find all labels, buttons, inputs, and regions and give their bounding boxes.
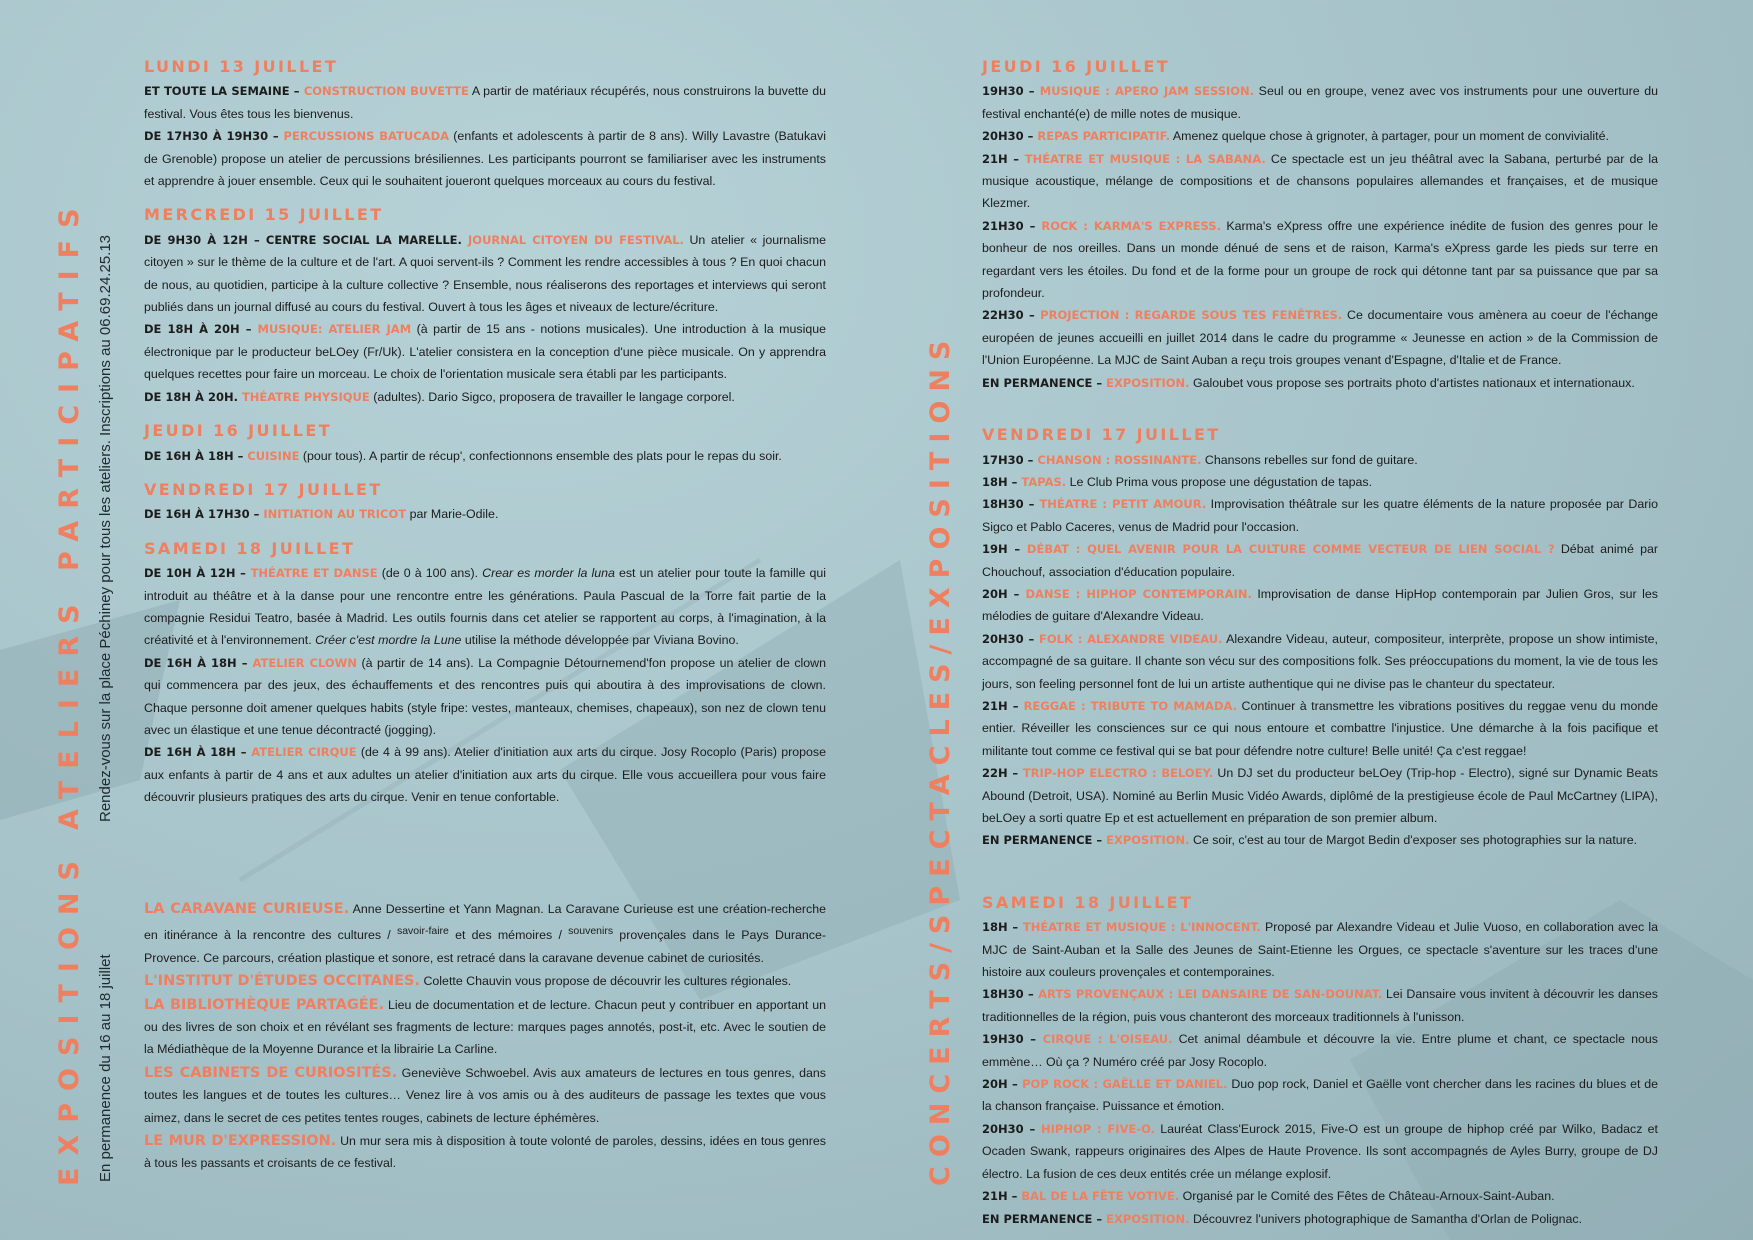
- entry-title: THÉATRE ET MUSIQUE : LA SABANA.: [1024, 151, 1266, 166]
- entry-text: Débat animé par Chouchouf, association d'éducation populaire.: [982, 542, 1658, 579]
- entry: [982, 983, 1658, 1028]
- entry: [982, 1118, 1658, 1185]
- entry-title: HIPHOP : FIVE-O.: [1041, 1121, 1155, 1136]
- entry-text: Ce documentaire vous amènera au coeur de l'échange européen de jeunes accueilli en juillet 2014 dans le cadre du programme « Jeunesse en action » de la Commission de l'Union Européenne. La MJC de Saint Auban a reçu trois groupes venant d'Espagne, d'Italie et de France.: [982, 308, 1658, 368]
- entry-text: Seul ou en groupe, venez avec vos instruments pour une ouverture du festival enchanté(e) de mille notes de musique.: [982, 84, 1659, 121]
- entry-text: Un DJ set du producteur beLOey (Trip-hop - Electro), signé sur Dynamic Beats Abound (Detroit, USA). Nominé au Berlin Music Vidéo Awards, diplômé de la prestigieuse école de Paul McCartney (LIPA), beLOey a sorti quatre Ep et est actuellement en préparation de son premier album.: [982, 766, 1658, 825]
- entry: [982, 148, 1658, 215]
- entry-title: ATELIER CLOWN: [252, 655, 357, 670]
- entry-time: 21H –: [982, 151, 1025, 166]
- day-heading: LUNDI 13 JUILLET: [144, 57, 339, 76]
- entry-text: Cet animal déambule et découvre la vie. Entre plume et chant, ce spectacle nous emmène… Où ça ? Numéro créé par Josy Rocoplo.: [982, 1032, 1658, 1069]
- entry-text: Lei Dansaire vous invitent à découvrir les danses traditionnelles de la région, puis vous chanteront des morceaux traditionnels à l'unisson.: [982, 987, 1658, 1024]
- entry-text: Crear es morder la luna: [482, 566, 615, 581]
- day-heading: SAMEDI 18 JUILLET: [982, 892, 1194, 912]
- ateliers-title: ATELIERS PARTICIPATIFS: [54, 196, 85, 830]
- entry: [144, 80, 826, 125]
- entry: [982, 762, 1658, 829]
- entry-time: 20H –: [982, 1077, 1023, 1092]
- entry-title: MUSIQUE : APERO JAM SESSION.: [1039, 84, 1255, 99]
- entry-text: est un atelier pour toute la famille qui introduit au théâtre et à la danse pour une rencontre entre les générations. Paula Pascual de la Torre fait partie de la compagnie Residui Teatro, basée à Madrid. Les outils fournis dans cet atelier se rapportent au corps, à l'imagination, à la créativité et à l'environnement.: [144, 566, 826, 648]
- expositions-title: EXPOSITIONS: [54, 849, 85, 1186]
- entry: [982, 125, 1658, 147]
- entry-time: ET TOUTE LA SEMAINE –: [144, 84, 304, 99]
- entry-time: 22H30 –: [982, 308, 1041, 323]
- entry-text: (enfants et adolescents à partir de 8 ans). Willy Lavastre (Batukavi de Grenoble) propose un atelier de percussions brésiliennes. Les participants pourront se familiariser avec les instruments et apprendre à jouer ensemble. Ceux qui le souhaitent joueront quelques morceaux au cours du festival.: [144, 129, 826, 189]
- entry-text: Alexandre Videau, auteur, compositeur, interprète, propose un show intimiste, accompagné de sa guitare. Il chante son vécu sur des compositions folk. Ses préoccupations du moment, la vie de tous les jours, son feeling personnel font de lui un artiste authentique qui ne divise pas le chanteur du spectateur.: [982, 631, 1658, 691]
- entry-text: Karma's eXpress offre une expérience inédite de fusion des genres pour le bonheur de nos oreilles. Dans un monde dénué de sens et de raison, Karma's eXpress garde les pieds sur terre en regardant vers les étoiles. Du fond et de la forme pour un groupe de rock qui détonne tant par sa puissance que par sa profondeur.: [982, 218, 1659, 301]
- entry-time: 20H30 –: [982, 129, 1038, 144]
- entry-text: Proposé par Alexandre Videau et Julie Vuoso, en collaboration avec la MJC de Saint-Auban et la Salle des Jeunes de Saint-Etienne les Orgues, ce spectacle s'aventure sur les traces d'une histoire aux couleurs provençales et contemporaines.: [982, 920, 1658, 980]
- entry-title: THÉATRE ET DANSE: [250, 566, 378, 581]
- entry-time: 21H –: [982, 1189, 1022, 1204]
- entry-text: Découvrez l'univers photographique de Samantha d'Orlan de Polignac.: [1189, 1211, 1583, 1226]
- entry: [982, 471, 1658, 493]
- day-heading: JEUDI 16 JUILLET: [144, 421, 333, 441]
- entry-title: THÉATRE : PETIT AMOUR.: [1039, 497, 1207, 512]
- entry-text: provençales dans le Pays Durance-Provence. Ce parcours, création plastique et sonore, est retracé dans la caravane devenue cabinet de curiosités.: [144, 928, 827, 965]
- entry: [982, 695, 1658, 762]
- entry-time: 18H –: [982, 474, 1022, 489]
- exposition-item: [144, 1130, 826, 1175]
- entry-time: DE 10H À 12H –: [144, 566, 251, 581]
- entry-text: (à partir de 15 ans - notions musicales). Une introduction à la musique électronique par le producteur beLOey (Fr/Uk). L'atelier consistera en la conception d'une pièce musicale. On y apprendra quelques recettes pour faire un morceau. Le choix de l'orientation musicale sera établi par les participants.: [144, 322, 827, 382]
- entry-text: Créer c'est mordre la Lune: [315, 633, 462, 648]
- entry-title: PROJECTION : REGARDE SOUS TES FENÊTRES.: [1040, 308, 1343, 323]
- expositions-column: [144, 898, 826, 1176]
- entry-time: DE 9H30 À 12H – CENTRE SOCIAL LA MARELLE.: [144, 232, 469, 247]
- entry-text: Geneviève Schwoebel. Avis aux amateurs de lectures en tous genres, dans toutes les langues et de toutes les cultures… Venez lire à vos amis ou à des auditeurs de passage les textes que vous aimez, dans le secret de ces petites tentes rouges, cabinets de lecture éphémères.: [144, 1065, 827, 1125]
- entry-title: CHANSON : ROSSINANTE.: [1037, 452, 1202, 467]
- entry: [144, 386, 826, 408]
- entry-time: EN PERMANENCE –: [982, 375, 1107, 390]
- entry: [982, 80, 1658, 125]
- entry: [144, 741, 826, 808]
- entry-text: Amenez quelque chose à grignoter, à partager, pour un moment de convivialité.: [1170, 129, 1609, 144]
- entry-text: Un atelier « journalisme citoyen » sur le thème de la culture et de l'art. A quoi servent-ils ? Comment les rendre accessibles à tous ? En quoi chacun de nous, au quotidien, participe à la culture collective ? Ensemble, nous réaliserons des reportages et interviews qui seront publiés dans un journal diffusé au cours du festival. Ouvert à tous les âges et niveaux de lecture/écriture.: [144, 232, 826, 315]
- entry: [982, 449, 1658, 471]
- entry-title: ARTS PROVENÇAUX : LEI DANSAIRE DE SAN-DOUNAT.: [1038, 987, 1383, 1002]
- entry-time: DE 16H À 18H –: [144, 655, 253, 670]
- entry-time: 20H30 –: [982, 1121, 1042, 1136]
- entry-time: 18H30 –: [982, 497, 1040, 512]
- entry-text: Ce spectacle est un jeu théâtral avec la Sabana, perturbé par de la musique acoustique, mélange de compositions et de chansons populaires allemandes et françaises, et de musique Klezmer.: [982, 151, 1659, 211]
- entry-text: Le Club Prima vous propose une dégustation de tapas.: [1066, 474, 1373, 489]
- entry: [982, 538, 1658, 583]
- day-heading: MERCREDI 15 JUILLET: [144, 205, 384, 225]
- entry-title: REGGAE : TRIBUTE TO MAMADA.: [1023, 698, 1237, 713]
- ateliers-column: [144, 56, 826, 809]
- entry-text: et des mémoires /: [448, 928, 569, 943]
- entry-title: FOLK : ALEXANDRE VIDEAU.: [1039, 631, 1223, 646]
- entry: [982, 628, 1658, 695]
- entry-title: THÉATRE ET MUSIQUE : L'INNOCENT.: [1022, 920, 1261, 935]
- entry-title: LA BIBLIOTHÈQUE PARTAGÉE.: [144, 996, 385, 1013]
- entry-text: Improvisation de danse HipHop contemporain par Julien Gros, sur les mélodies de guitare d'Alexandre Videau.: [982, 586, 1658, 624]
- concerts-column: [982, 56, 1658, 1230]
- entry-text: Lieu de documentation et de lecture. Chacun peut y contribuer en apportant un ou des livres de son choix et en révélant ses fragments de lecture: marques pages annotés, post-it, etc. Avec le soutien de la Médiathèque de la Moyenne Durance et la librairie La Carline.: [144, 997, 826, 1057]
- entry-text: Organisé par le Comité des Fêtes de Château-Arnoux-Saint-Auban.: [1179, 1189, 1555, 1204]
- day-heading: JEUDI 16 JUILLET: [982, 57, 1171, 76]
- entry-title: L'INSTITUT D'ÉTUDES OCCITANES.: [144, 973, 421, 990]
- day-heading: VENDREDI 17 JUILLET: [144, 479, 383, 499]
- entry-time: 20H –: [982, 586, 1026, 601]
- entry: [144, 652, 826, 742]
- entry-time: 19H –: [982, 542, 1027, 557]
- entry: [982, 583, 1658, 628]
- entry-time: EN PERMANENCE –: [982, 833, 1107, 848]
- entry-text: Ce soir, c'est au tour de Margot Bedin d'exposer ses photographies sur la nature.: [1189, 833, 1638, 848]
- entry-time: DE 17H30 À 19H30 –: [144, 129, 284, 144]
- entry-text: Improvisation théâtrale sur les quatre éléments de la nature proposée par Dario Sigco et Pablo Caceres, venus de Madrid pour l'occasion.: [982, 497, 1658, 534]
- exposition-item: [144, 994, 826, 1061]
- entry-title: LE MUR D'EXPRESSION.: [144, 1133, 337, 1150]
- entry-time: EN PERMANENCE –: [982, 1211, 1107, 1226]
- entry-text: souvenirs: [568, 925, 614, 938]
- entry-text: Continuer à transmettre les vibrations positives du reggae venu du monde entier. Réveiller les consciences sur ce qui nous entoure et combattre l'injustice. Une démarche à la fois pacifique et militante tout comme ce festival qui se bat pour défendre notre culture! Belle unité! Ça c'est reggae!: [982, 698, 1659, 758]
- entry-text: Galoubet vous propose ses portraits photo d'artistes nationaux et internationaux.: [1189, 375, 1635, 390]
- entry-text: (adultes). Dario Sigco, proposera de travailler le langage corporel.: [369, 389, 735, 404]
- entry: [982, 1028, 1658, 1073]
- entry-time: 21H30 –: [982, 218, 1042, 233]
- exposition-item: [144, 1062, 826, 1129]
- entry: [982, 493, 1658, 538]
- entry: [982, 829, 1658, 851]
- entry: [144, 503, 826, 525]
- entry-text: (de 0 à 100 ans).: [377, 566, 483, 581]
- entry-text: Lauréat Class'Eurock 2015, Five-O est un groupe de hiphop créé par Wilko, Badacz et Ocaden Swank, rappeurs originaires des Alpes de Haute Provence. Ils sont accompagnés de Ayles Burry, groupe de DJ électro. La fusion de ces deux entités crée un mélange explosif.: [982, 1121, 1658, 1181]
- day-heading: VENDREDI 17 JUILLET: [982, 425, 1221, 445]
- entry-text: savoir-faire: [396, 925, 449, 938]
- entry: [144, 318, 826, 385]
- entry-text: Duo pop rock, Daniel et Gaëlle vont chercher dans les racines du blues et de la chanson française. Puissance et émotion.: [982, 1077, 1659, 1114]
- entry-time: DE 18H À 20H –: [144, 322, 258, 337]
- entry-title: EXPOSITION.: [1106, 375, 1190, 390]
- entry-title: TAPAS.: [1021, 474, 1067, 489]
- entry-title: EXPOSITION.: [1106, 1211, 1190, 1226]
- ateliers-subtitle: Rendez-vous sur la place Péchiney pour tous les ateliers. Inscriptions au 06.69.24.25.13: [97, 234, 114, 822]
- exposition-item: [144, 970, 826, 992]
- entry-text: (de 4 à 99 ans). Atelier d'initiation aux arts du cirque. Josy Rocoplo (Paris) propose aux enfants à partir de 4 ans et aux adultes un atelier d'initiation aux arts du cirque. Elle vous accueillera pour vous faire découvrir plusieurs pratiques des arts du cirque. Venir en tenue confortable.: [144, 745, 826, 805]
- entry: [144, 229, 826, 319]
- entry-title: ATELIER CIRQUE: [251, 745, 357, 760]
- entry: [982, 304, 1658, 371]
- entry: [982, 372, 1658, 394]
- entry: [144, 445, 826, 467]
- entry-title: TRIP-HOP ELECTRO : BELOEY.: [1022, 766, 1214, 781]
- entry-time: 21H –: [982, 698, 1024, 713]
- concerts-title: CONCERTS/SPECTACLES/EXPOSITIONS: [925, 331, 956, 1186]
- entry-time: DE 18H À 20H.: [144, 389, 242, 404]
- day-heading: SAMEDI 18 JUILLET: [144, 538, 356, 558]
- entry-text: Chansons rebelles sur fond de guitare.: [1201, 452, 1418, 467]
- entry-time: 17H30 –: [982, 452, 1038, 467]
- entry-time: DE 16H À 18H –: [144, 745, 252, 760]
- entry: [982, 215, 1658, 305]
- entry-time: 19H30 –: [982, 84, 1040, 99]
- entry-text: utilise la méthode développée par Viviana Bovino.: [461, 633, 739, 648]
- expositions-subtitle: En permanence du 16 au 18 juillet: [97, 954, 114, 1182]
- entry: [982, 916, 1658, 983]
- entry-title: REPAS PARTICIPATIF.: [1037, 129, 1171, 144]
- entry-time: 18H –: [982, 920, 1023, 935]
- entry-title: PERCUSSIONS BATUCADA: [283, 129, 450, 144]
- entry-time: DE 16H À 17H30 –: [144, 507, 264, 522]
- entry-text: (à partir de 14 ans). La Compagnie Détournemend'fon propose un atelier de clown qui commencera par des jeux, des échauffements et des rencontres puis qui aboutira à des improvisations de clown. Chaque personne doit amener quelques habits (style fripe: vestes, manteaux, chemises, chapeaux), son nez de clown tenu avec un élastique et une tenue décontracté (jogging).: [144, 655, 826, 737]
- entry-title: CIRQUE : L'OISEAU.: [1042, 1032, 1173, 1047]
- entry-text: Un mur sera mis à disposition à toute volonté de paroles, dessins, idées en tous genres à tous les passants et croisants de ce festival.: [144, 1134, 826, 1171]
- entry-title: POP ROCK : GAËLLE ET DANIEL.: [1022, 1077, 1228, 1092]
- entry-time: DE 16H À 18H –: [144, 448, 248, 463]
- entry-title: THÉATRE PHYSIQUE: [241, 389, 370, 404]
- entry: [144, 125, 826, 192]
- entry-title: MUSIQUE: ATELIER JAM: [257, 322, 412, 337]
- entry-text: Anne Dessertine et Yann Magnan. La Caravane Curieuse est une création-recherche en itinérance à la rencontre des cultures /: [144, 902, 826, 943]
- entry-title: DÉBAT : QUEL AVENIR POUR LA CULTURE COMME VECTEUR DE LIEN SOCIAL ?: [1026, 542, 1555, 557]
- entry: [982, 1073, 1658, 1118]
- entry-title: LES CABINETS DE CURIOSITÉS.: [144, 1064, 398, 1081]
- entry-text: (pour tous). A partir de récup', confectionnons ensemble des plats pour le repas du soir.: [299, 448, 782, 463]
- entry-title: CUISINE: [247, 448, 300, 463]
- entry-title: LA CARAVANE CURIEUSE.: [144, 901, 350, 917]
- entry-title: CONSTRUCTION BUVETTE: [303, 84, 469, 99]
- entry: [144, 562, 826, 652]
- entry-text: A partir de matériaux récupérés, nous construirons la buvette du festival. Vous êtes tous les bienvenus.: [144, 84, 826, 121]
- entry-time: 18H30 –: [982, 987, 1039, 1002]
- entry-title: EXPOSITION.: [1106, 833, 1190, 848]
- entry-text: par Marie-Odile.: [406, 507, 499, 522]
- entry-text: Colette Chauvin vous propose de découvrir les cultures régionales.: [420, 974, 792, 989]
- entry-time: 20H30 –: [982, 631, 1040, 646]
- entry-title: BAL DE LA FÊTE VOTIVE.: [1021, 1189, 1180, 1204]
- entry-title: JOURNAL CITOYEN DU FESTIVAL.: [468, 232, 684, 247]
- entry-title: DANSE : HIPHOP CONTEMPORAIN.: [1025, 586, 1252, 601]
- entry-time: 22H –: [982, 766, 1023, 781]
- entry: [982, 1185, 1658, 1207]
- entry: [982, 1208, 1658, 1230]
- entry-time: 19H30 –: [982, 1032, 1043, 1047]
- entry-title: ROCK : KARMA'S EXPRESS.: [1041, 218, 1221, 233]
- exposition-item: [144, 898, 826, 969]
- entry-title: INITIATION AU TRICOT: [263, 507, 407, 522]
